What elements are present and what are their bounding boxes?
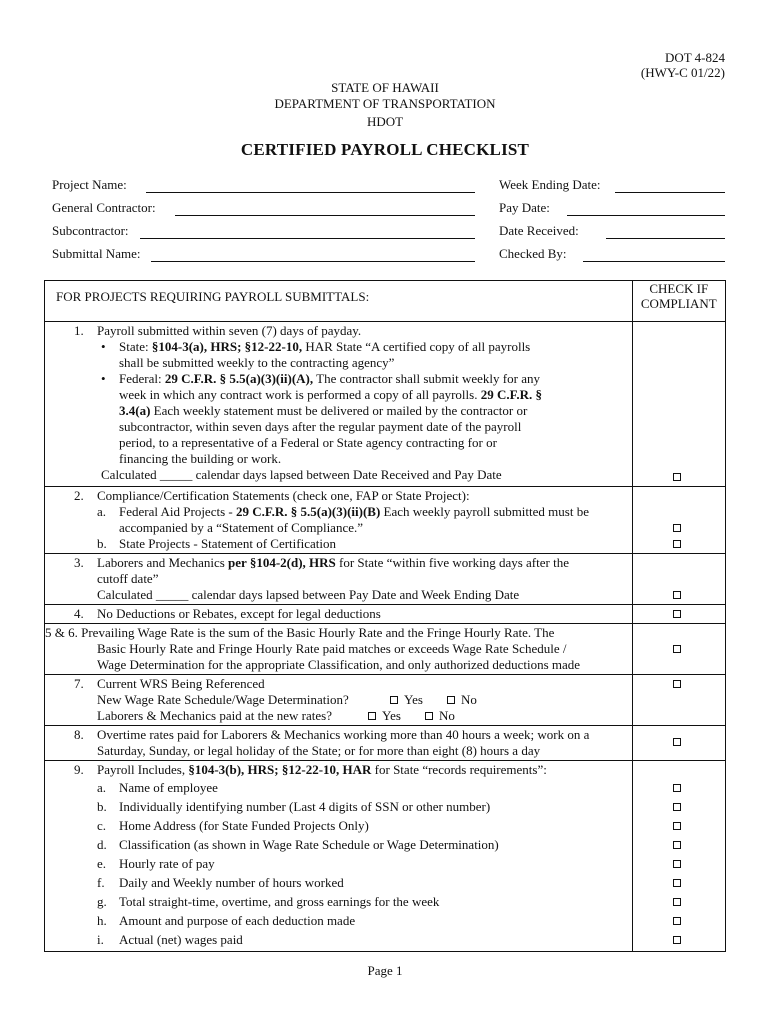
calculated-days-field[interactable]: Calculated _____ calendar days lapsed between Date Received and Pay Date [101, 467, 502, 482]
pay-date-input[interactable] [567, 215, 725, 216]
sub-label: i. [97, 932, 104, 947]
sub-item-text: Classification (as shown in Wage Rate Schedule or Wage Determination) [119, 837, 499, 852]
item-9-sub-checkbox[interactable] [673, 936, 681, 944]
general-contractor-label: General Contractor: [52, 200, 156, 215]
sub-item-text: Individually identifying number (Last 4 digits of SSN or other number) [119, 799, 491, 814]
form-number: DOT 4-824 [664, 50, 725, 65]
sub-label: b. [97, 799, 107, 814]
sub-item-text: Actual (net) wages paid [119, 932, 243, 947]
sub-label: a. [97, 504, 107, 519]
state-project-text: State Projects - Statement of Certification [119, 536, 336, 551]
federal-citation: 29 C.F.R. § 5.5(a)(3)(ii)(A), [164, 371, 314, 386]
item-9-text: Payroll Includes, [97, 762, 189, 777]
checklist-item-3 [45, 554, 726, 605]
item-number: 8. [74, 727, 84, 742]
federal-label: Federal: [119, 371, 165, 386]
item-9-text-rest: for State “records requirements”: [371, 762, 547, 777]
checklist-item-5-6 [45, 624, 726, 675]
table-heading [45, 281, 633, 322]
federal-text-4: subcontractor, within seven days after the regular payment date of the payroll [119, 419, 522, 434]
week-ending-date-label: Week Ending Date: [499, 177, 601, 192]
new-wrs-no-checkbox[interactable] [447, 696, 455, 704]
page-title: CERTIFIED PAYROLL CHECKLIST [240, 140, 530, 159]
item-8-text: Overtime rates paid for Laborers & Mechanics working more than 40 hours a week; work on a [97, 727, 590, 742]
item-3-citation: per §104-2(d), HRS [228, 555, 336, 570]
item-5-6-text: 5 & 6. Prevailing Wage Rate is the sum of the Basic Hourly Rate and the Fringe Hourly Rate. The [45, 625, 555, 640]
column-header-line1: CHECK IF [649, 281, 709, 296]
column-header-line2: COMPLIANT [640, 296, 717, 311]
sub-item-text: Total straight-time, overtime, and gross earnings for the week [119, 894, 440, 909]
sub-label: h. [97, 913, 107, 928]
item-9-sub-checkbox[interactable] [673, 917, 681, 925]
header-department: DEPARTMENT OF TRANSPORTATION [274, 96, 496, 111]
pay-date-label: Pay Date: [499, 200, 550, 215]
checklist-item-9 [45, 761, 726, 952]
item-3-text: Laborers and Mechanics [97, 555, 229, 570]
column-header-check-compliant [632, 281, 725, 322]
state-citation-text: HAR State “A certified copy of all payrolls [302, 339, 531, 354]
state-citation: §104-3(a), HRS; §12-22-10, [151, 339, 303, 354]
fap-text-2: accompanied by a “Statement of Compliance.” [119, 520, 364, 535]
checklist-item-4 [45, 605, 726, 624]
header-state: STATE OF HAWAII [331, 80, 439, 95]
federal-text-3: Each weekly statement must be delivered or mailed by the contractor or [150, 403, 528, 418]
item-9-sub-checkbox[interactable] [673, 803, 681, 811]
item-5-6-text-3: Wage Determination for the appropriate Classification, and only authorized deductions made [97, 657, 581, 672]
form-revision: (HWY-C 01/22) [640, 65, 725, 80]
bullet-icon: • [101, 371, 106, 386]
subcontractor-input[interactable] [140, 238, 475, 239]
sub-label: b. [97, 536, 107, 551]
sub-item-text: Hourly rate of pay [119, 856, 215, 871]
sub-label: c. [97, 818, 107, 833]
no-label: No [439, 708, 455, 723]
item-3-text-2: cutoff date” [97, 571, 159, 586]
yes-label: Yes [382, 708, 401, 723]
item-number: 3. [74, 555, 84, 570]
item-9-sub-checkbox[interactable] [673, 898, 681, 906]
item-4-checkbox[interactable] [673, 610, 681, 618]
item-9-sub-checkbox[interactable] [673, 879, 681, 887]
header-agency: HDOT [366, 114, 404, 129]
item-3-text-rest: for State “within five working days after the [335, 555, 569, 570]
table-header-row [45, 281, 726, 322]
general-contractor-input[interactable] [175, 215, 475, 216]
new-wrs-question: New Wage Rate Schedule/Wage Determination? [97, 692, 349, 707]
new-rates-no-checkbox[interactable] [425, 712, 433, 720]
item-5-6-checkbox[interactable] [673, 645, 681, 653]
item-8-checkbox[interactable] [673, 738, 681, 746]
federal-citation-text: The contractor shall submit weekly for any [313, 371, 540, 386]
checklist-item-1 [45, 322, 726, 487]
fap-label: Federal Aid Projects - [119, 504, 236, 519]
item-3-checkbox[interactable] [673, 591, 681, 599]
item-9-sub-checkbox[interactable] [673, 860, 681, 868]
item-number: 4. [74, 606, 84, 621]
item-number: 2. [74, 488, 84, 503]
list-item [45, 816, 632, 835]
item-2-text: Compliance/Certification Statements (check one, FAP or State Project): [97, 488, 470, 503]
bullet-icon: • [101, 339, 106, 354]
list-item [45, 892, 632, 911]
date-received-label: Date Received: [499, 223, 579, 238]
federal-text-2: week in which any contract work is performed a copy of all payrolls. [119, 387, 481, 402]
new-rates-question: Laborers & Mechanics paid at the new rates? [97, 708, 332, 723]
sub-label: g. [97, 894, 107, 909]
table-heading-text: FOR PROJECTS REQUIRING PAYROLL SUBMITTALS: [56, 289, 370, 304]
sub-label: a. [97, 780, 107, 795]
project-name-input[interactable] [146, 192, 475, 193]
item-8-text-2: Saturday, Sunday, or legal holiday of the State; or for more than eight (8) hours a day [97, 743, 541, 758]
no-label: No [461, 692, 477, 707]
list-item [45, 930, 632, 949]
week-ending-date-input[interactable] [615, 192, 725, 193]
checklist-item-7 [45, 675, 726, 726]
item-2a-checkbox[interactable] [673, 524, 681, 532]
sub-label: f. [97, 875, 105, 890]
federal-text-6: financing the building or work. [119, 451, 282, 466]
submittal-name-label: Submittal Name: [52, 246, 141, 261]
fap-citation: 29 C.F.R. § 5.5(a)(3)(ii)(B) [235, 504, 381, 519]
fap-text: Each weekly payroll submitted must be [380, 504, 589, 519]
checklist-item-2 [45, 487, 726, 554]
item-1-text: Payroll submitted within seven (7) days of payday. [97, 323, 362, 338]
state-label: State: [119, 339, 152, 354]
list-item [45, 797, 632, 816]
federal-citation-3: 3.4(a) [119, 403, 151, 418]
list-item [45, 911, 632, 930]
item-9-sub-checkbox[interactable] [673, 841, 681, 849]
item-9-sub-checkbox[interactable] [673, 822, 681, 830]
yes-label: Yes [404, 692, 423, 707]
item-7-checkbox[interactable] [673, 680, 681, 688]
item-9-sub-checkbox[interactable] [673, 784, 681, 792]
federal-citation-2: 29 C.F.R. § [480, 387, 542, 402]
submittal-name-input[interactable] [151, 261, 475, 262]
federal-text-5: period, to a representative of a Federal or State agency contracting for or [119, 435, 497, 450]
item-7-text: Current WRS Being Referenced [97, 676, 265, 691]
list-item [45, 835, 632, 854]
item-1-checkbox[interactable] [673, 473, 681, 481]
item-number: 1. [74, 323, 84, 338]
new-wrs-yes-checkbox[interactable] [390, 696, 398, 704]
list-item [45, 873, 632, 892]
sub-item-text: Home Address (for State Funded Projects Only) [119, 818, 369, 833]
sub-label: d. [97, 837, 107, 852]
document-number [641, 50, 725, 80]
subcontractor-label: Subcontractor: [52, 223, 129, 238]
project-name-label: Project Name: [52, 177, 127, 192]
checked-by-label: Checked By: [499, 246, 567, 261]
item-4-text: No Deductions or Rebates, except for legal deductions [97, 606, 381, 621]
checked-by-input[interactable] [583, 261, 725, 262]
date-received-input[interactable] [606, 238, 725, 239]
checklist-table [44, 280, 726, 952]
sub-item-text: Name of employee [119, 780, 218, 795]
item-number: 9. [74, 762, 84, 777]
calculated-days-field[interactable]: Calculated _____ calendar days lapsed between Pay Date and Week Ending Date [97, 587, 520, 602]
list-item [45, 778, 632, 797]
item-5-6-text-2: Basic Hourly Rate and Fringe Hourly Rate paid matches or exceeds Wage Rate Schedule / [97, 641, 567, 656]
item-number: 7. [74, 676, 84, 691]
page-number: Page 1 [367, 963, 403, 978]
sub-label: e. [97, 856, 107, 871]
state-citation-text-2: shall be submitted weekly to the contracting agency” [119, 355, 395, 370]
checklist-item-8 [45, 726, 726, 761]
sub-item-text: Daily and Weekly number of hours worked [119, 875, 344, 890]
item-9-citation: §104-3(b), HRS; §12-22-10, HAR [188, 762, 372, 777]
list-item [45, 854, 632, 873]
new-rates-yes-checkbox[interactable] [368, 712, 376, 720]
item-2b-checkbox[interactable] [673, 540, 681, 548]
sub-item-text: Amount and purpose of each deduction made [119, 913, 356, 928]
